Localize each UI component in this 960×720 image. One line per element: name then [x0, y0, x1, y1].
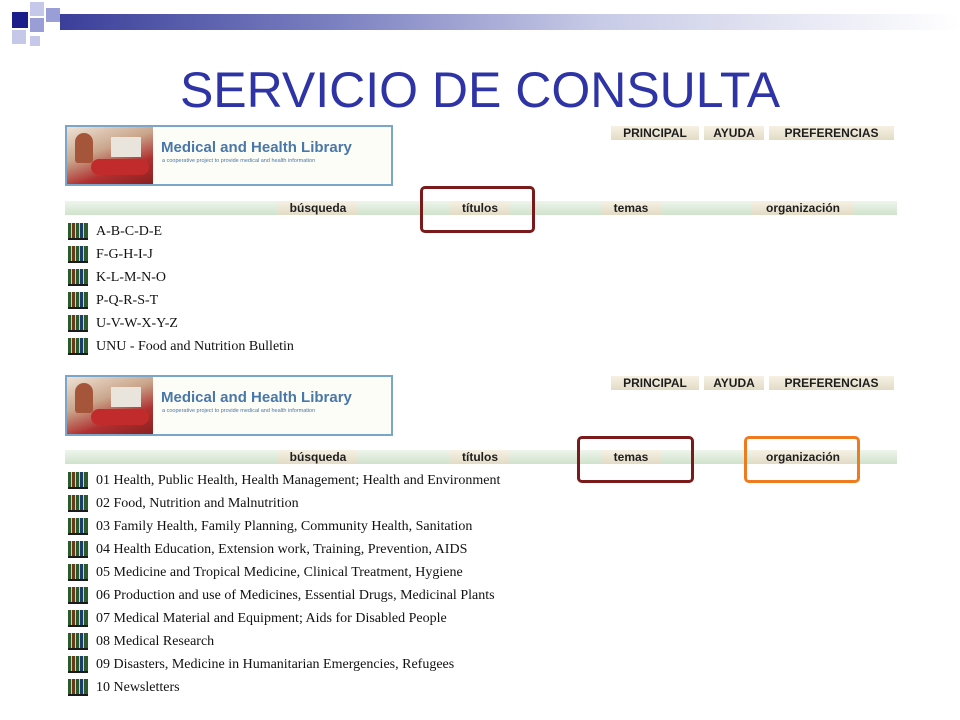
- slide-title: SERVICIO DE CONSULTA: [179, 62, 781, 118]
- highlight-titulos: [420, 186, 535, 233]
- tab-busqueda[interactable]: búsqueda: [278, 201, 358, 215]
- tab-temas[interactable]: temas: [601, 201, 661, 215]
- decorative-bar: [60, 14, 960, 30]
- decorative-square: [46, 8, 60, 22]
- library-banner[interactable]: [65, 125, 393, 186]
- books-icon: [68, 656, 88, 673]
- nav-principal[interactable]: PRINCIPAL: [611, 376, 699, 390]
- nav-preferencias[interactable]: PREFERENCIAS: [769, 376, 894, 390]
- decorative-square: [12, 30, 26, 44]
- decorative-square: [30, 36, 40, 46]
- banner-photo: [67, 377, 153, 434]
- nav-ayuda[interactable]: AYUDA: [704, 126, 764, 140]
- top-nav: [611, 126, 894, 140]
- highlight-organizacion: [744, 436, 860, 483]
- books-icon: [68, 269, 88, 286]
- books-icon: [68, 292, 88, 309]
- banner-subtitle: a cooperative project to provide medical and health information: [162, 408, 316, 414]
- tab-organizacion[interactable]: organización: [752, 201, 854, 215]
- books-icon: [68, 472, 88, 489]
- books-icon: [68, 223, 88, 240]
- nav-ayuda[interactable]: AYUDA: [704, 376, 764, 390]
- books-icon: [68, 679, 88, 696]
- books-icon: [68, 338, 88, 355]
- books-icon: [68, 518, 88, 535]
- site-panel-titles: Medical and Health Library a cooperative project to provide medical and health information PRINCIPAL AYUDA PREFERENCIAS búsqueda títulos temas organización A-B-C-D-E F-G-H-I-J K-L-M-N-O P-Q-R-S-T U-V-W-X-Y-Z UNU - Food and Nutrition Bulletin: [65, 125, 897, 360]
- tab-titulos[interactable]: títulos: [450, 201, 510, 215]
- tab-temas[interactable]: temas: [601, 450, 661, 464]
- books-icon: [68, 541, 88, 558]
- site-panel-topics: Medical and Health Library a cooperative project to provide medical and health information PRINCIPAL AYUDA PREFERENCIAS búsqueda títulos temas organización 01 Health, Public Health, Health Management; Health and Environment 02 Food, Nutrition and Malnutrition 03 Family Health, Family Planning, Community Health, Sanitation 04 Health Education, Extension work, Training, Prevention, AIDS 05 Medicine and Tropical Medicine, Clinical Treatment, Hygiene 06 Production and use of Medicines, Essential Drugs, Medicinal Plants 07 Medical Material and Equipment; Aids for Disabled People 08 Medical Research 09 Disasters, Medicine in Humanitarian Emergencies, Refugees 10 Newsletters: [65, 375, 897, 705]
- nav-preferencias[interactable]: PREFERENCIAS: [769, 126, 894, 140]
- banner-title: Medical and Health Library: [161, 139, 352, 156]
- decorative-square: [12, 12, 28, 28]
- decorative-square: [30, 18, 44, 32]
- highlight-temas: [577, 436, 694, 483]
- banner-title: Medical and Health Library: [161, 389, 352, 406]
- decorative-square: [30, 2, 44, 16]
- books-icon: [68, 246, 88, 263]
- books-icon: [68, 315, 88, 332]
- tab-organizacion[interactable]: organización: [752, 450, 854, 464]
- banner-photo: [67, 127, 153, 184]
- top-nav: [611, 376, 894, 390]
- books-icon: [68, 495, 88, 512]
- tab-busqueda[interactable]: búsqueda: [278, 450, 358, 464]
- tab-titulos[interactable]: títulos: [450, 450, 510, 464]
- books-icon: [68, 610, 88, 627]
- library-banner[interactable]: [65, 375, 393, 436]
- books-icon: [68, 587, 88, 604]
- books-icon: [68, 633, 88, 650]
- nav-principal[interactable]: PRINCIPAL: [611, 126, 699, 140]
- banner-subtitle: a cooperative project to provide medical and health information: [162, 158, 316, 164]
- books-icon: [68, 564, 88, 581]
